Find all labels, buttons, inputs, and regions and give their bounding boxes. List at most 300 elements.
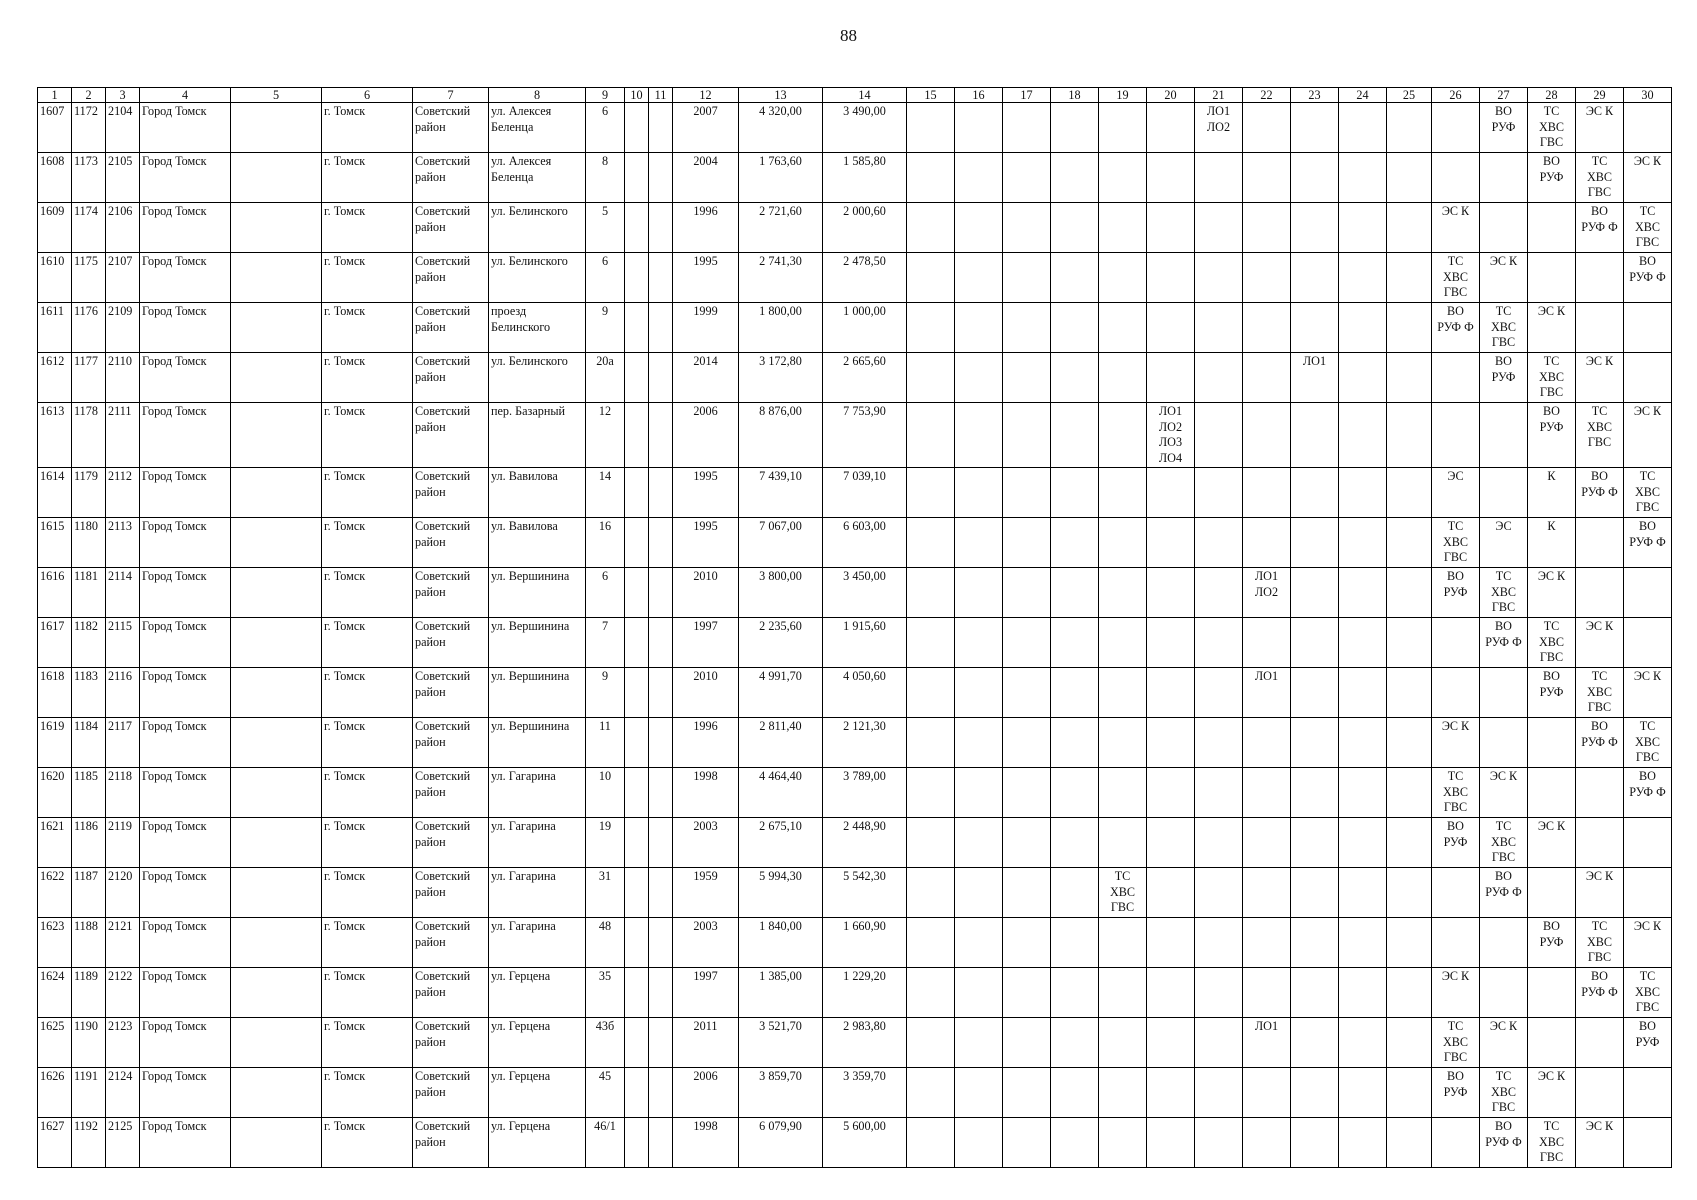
table-cell (649, 668, 673, 718)
table-cell: г. Томск (322, 103, 413, 153)
table-cell (1195, 668, 1243, 718)
table-cell (1099, 468, 1147, 518)
table-cell: ЭС К (1528, 1068, 1576, 1118)
table-cell (907, 1068, 955, 1118)
table-cell: ЭС К (1624, 153, 1672, 203)
table-cell (1339, 153, 1387, 203)
table-cell (649, 618, 673, 668)
table-cell (1003, 403, 1051, 468)
table-cell: ВО РУФ Ф (1480, 618, 1528, 668)
table-cell (1576, 568, 1624, 618)
table-cell: 1608 (38, 153, 72, 203)
table-cell: ул. Гагарина (489, 818, 586, 868)
table-cell (231, 618, 322, 668)
table-cell (625, 668, 649, 718)
table-cell (1051, 768, 1099, 818)
table-cell: Советский район (413, 203, 489, 253)
table-cell: Город Томск (140, 518, 231, 568)
table-cell: Город Томск (140, 818, 231, 868)
table-cell (231, 868, 322, 918)
table-cell: Город Томск (140, 1118, 231, 1168)
table-cell: 1618 (38, 668, 72, 718)
table-cell (649, 768, 673, 818)
table-cell (1099, 668, 1147, 718)
table-cell (1051, 918, 1099, 968)
table-cell: ТС ХВС ГВС (1528, 353, 1576, 403)
table-cell: ЛО1 (1243, 668, 1291, 718)
table-cell (1003, 718, 1051, 768)
table-cell (1339, 403, 1387, 468)
table-cell: 6 (586, 103, 625, 153)
table-cell (1432, 918, 1480, 968)
table-cell: Советский район (413, 1068, 489, 1118)
table-cell: 1612 (38, 353, 72, 403)
table-cell: г. Томск (322, 303, 413, 353)
table-row (38, 1018, 1672, 1068)
table-cell (649, 403, 673, 468)
table-cell: 1622 (38, 868, 72, 918)
table-cell (1387, 518, 1432, 568)
table-cell (1195, 818, 1243, 868)
table-cell (1624, 818, 1672, 868)
table-cell (1528, 968, 1576, 1018)
table-cell (649, 568, 673, 618)
table-cell (1291, 768, 1339, 818)
table-row (38, 768, 1672, 818)
table-cell: ВО РУФ Ф (1480, 1118, 1528, 1168)
table-row (38, 353, 1672, 403)
table-cell: ВО РУФ Ф (1432, 303, 1480, 353)
table-cell: ЭС К (1576, 1118, 1624, 1168)
table-cell: 8 (586, 153, 625, 203)
table-cell: 1621 (38, 818, 72, 868)
column-number-header: 22 (1243, 88, 1291, 103)
table-row (38, 668, 1672, 718)
column-number-header: 23 (1291, 88, 1339, 103)
table-cell (231, 1018, 322, 1068)
table-cell (1051, 818, 1099, 868)
table-cell (1147, 203, 1195, 253)
table-cell: Советский район (413, 918, 489, 968)
table-cell (625, 103, 649, 153)
table-cell (907, 818, 955, 868)
table-cell (1051, 718, 1099, 768)
table-cell (1291, 868, 1339, 918)
table-cell (1195, 768, 1243, 818)
table-cell: Советский район (413, 153, 489, 203)
table-cell (1195, 718, 1243, 768)
table-cell (1099, 518, 1147, 568)
table-cell: 7 (586, 618, 625, 668)
table-cell (1624, 568, 1672, 618)
column-number-header: 28 (1528, 88, 1576, 103)
table-cell (1195, 618, 1243, 668)
table-cell (907, 203, 955, 253)
table-cell: 1626 (38, 1068, 72, 1118)
table-cell (1243, 403, 1291, 468)
table-cell: 7 067,00 (739, 518, 823, 568)
table-cell: 4 050,60 (823, 668, 907, 718)
table-cell (1576, 1068, 1624, 1118)
table-cell: 48 (586, 918, 625, 968)
table-cell (1432, 403, 1480, 468)
table-cell (1339, 718, 1387, 768)
table-cell: Советский район (413, 568, 489, 618)
table-cell (1099, 103, 1147, 153)
table-cell (1576, 768, 1624, 818)
table-cell: ВО РУФ Ф (1480, 868, 1528, 918)
table-cell (1576, 818, 1624, 868)
table-cell: ул. Вавилова (489, 518, 586, 568)
table-cell (1339, 253, 1387, 303)
table-cell (1432, 668, 1480, 718)
table-cell: ТС ХВС ГВС (1624, 468, 1672, 518)
table-cell: 4 991,70 (739, 668, 823, 718)
table-cell: ВО РУФ Ф (1576, 203, 1624, 253)
table-cell (625, 968, 649, 1018)
table-cell (1339, 468, 1387, 518)
table-cell (1576, 1018, 1624, 1068)
table-cell (1291, 203, 1339, 253)
table-cell: ул. Гагарина (489, 768, 586, 818)
table-cell (955, 303, 1003, 353)
table-cell: Советский район (413, 518, 489, 568)
table-cell: ул. Алексея Беленца (489, 153, 586, 203)
table-cell (1624, 103, 1672, 153)
table-cell: проезд Белинского (489, 303, 586, 353)
table-cell (1243, 1118, 1291, 1168)
table-cell (955, 1018, 1003, 1068)
table-cell (231, 568, 322, 618)
table-cell: 11 (586, 718, 625, 768)
table-row (38, 568, 1672, 618)
table-cell: 3 521,70 (739, 1018, 823, 1068)
table-cell: 1185 (72, 768, 106, 818)
table-cell (1195, 1068, 1243, 1118)
table-cell (1291, 918, 1339, 968)
table-cell (231, 1068, 322, 1118)
table-cell: ТС ХВС ГВС (1432, 1018, 1480, 1068)
table-cell (1387, 1118, 1432, 1168)
table-cell (1099, 253, 1147, 303)
table-cell: 6 (586, 253, 625, 303)
table-cell: ТС ХВС ГВС (1099, 868, 1147, 918)
table-cell (1243, 353, 1291, 403)
table-cell (1195, 153, 1243, 203)
table-cell: ВО РУФ (1432, 818, 1480, 868)
table-cell (1624, 353, 1672, 403)
table-cell: г. Томск (322, 818, 413, 868)
table-cell: г. Томск (322, 1068, 413, 1118)
table-cell (1147, 1018, 1195, 1068)
table-cell (1147, 968, 1195, 1018)
table-cell: 4 464,40 (739, 768, 823, 818)
table-cell: ЭС К (1480, 768, 1528, 818)
table-cell (1387, 818, 1432, 868)
table-cell: 1 585,80 (823, 153, 907, 203)
table-cell: 2125 (106, 1118, 140, 1168)
table-row (38, 153, 1672, 203)
table-cell (955, 353, 1003, 403)
table-cell (1387, 618, 1432, 668)
table-cell (1243, 918, 1291, 968)
table-cell: 1 000,00 (823, 303, 907, 353)
table-cell: Советский район (413, 303, 489, 353)
table-cell (1480, 203, 1528, 253)
table-cell: 1174 (72, 203, 106, 253)
table-cell: 2118 (106, 768, 140, 818)
table-cell: Город Томск (140, 468, 231, 518)
table-cell: 20а (586, 353, 625, 403)
table-cell (649, 518, 673, 568)
table-cell (907, 668, 955, 718)
table-cell: 7 753,90 (823, 403, 907, 468)
table-cell: 4 320,00 (739, 103, 823, 153)
table-cell: Советский район (413, 403, 489, 468)
table-cell: 1176 (72, 303, 106, 353)
table-cell: ВО РУФ Ф (1624, 253, 1672, 303)
column-number-header: 19 (1099, 88, 1147, 103)
table-cell (1051, 968, 1099, 1018)
column-number-header: 29 (1576, 88, 1624, 103)
table-cell (1003, 303, 1051, 353)
table-cell: г. Томск (322, 568, 413, 618)
table-cell: г. Томск (322, 153, 413, 203)
table-cell (1291, 968, 1339, 1018)
table-cell (1003, 868, 1051, 918)
table-cell (1099, 618, 1147, 668)
table-cell: 1178 (72, 403, 106, 468)
table-cell (1243, 203, 1291, 253)
table-cell: 1609 (38, 203, 72, 253)
table-cell (907, 518, 955, 568)
table-cell (1003, 353, 1051, 403)
table-cell (1339, 768, 1387, 818)
table-cell: г. Томск (322, 1118, 413, 1168)
table-cell (1099, 718, 1147, 768)
table-cell: г. Томск (322, 718, 413, 768)
table-cell (955, 203, 1003, 253)
table-cell (1528, 768, 1576, 818)
table-cell: 2 448,90 (823, 818, 907, 868)
table-cell: 1177 (72, 353, 106, 403)
table-cell (1339, 1118, 1387, 1168)
table-cell (1003, 668, 1051, 718)
table-cell (1099, 1068, 1147, 1118)
table-cell (1051, 568, 1099, 618)
table-cell: ул. Белинского (489, 203, 586, 253)
table-cell (907, 468, 955, 518)
table-cell: ВО РУФ (1480, 103, 1528, 153)
table-cell: 1996 (673, 203, 739, 253)
table-cell (907, 103, 955, 153)
table-cell: Советский район (413, 968, 489, 1018)
table-cell (1003, 918, 1051, 968)
table-cell (231, 203, 322, 253)
table-cell (955, 818, 1003, 868)
table-cell: ТС ХВС ГВС (1432, 768, 1480, 818)
table-cell: 3 172,80 (739, 353, 823, 403)
table-cell (1147, 718, 1195, 768)
column-number-header: 24 (1339, 88, 1387, 103)
table-cell: 2006 (673, 403, 739, 468)
table-cell (1099, 353, 1147, 403)
table-cell: ул. Вавилова (489, 468, 586, 518)
table-cell: 1 915,60 (823, 618, 907, 668)
table-cell (1147, 1118, 1195, 1168)
table-cell: ТС ХВС ГВС (1528, 1118, 1576, 1168)
table-cell: ЭС К (1432, 968, 1480, 1018)
table-cell: 5 994,30 (739, 868, 823, 918)
table-cell: К (1528, 518, 1576, 568)
table-cell (1003, 768, 1051, 818)
table-cell: г. Томск (322, 353, 413, 403)
table-cell: 3 359,70 (823, 1068, 907, 1118)
table-cell: 1184 (72, 718, 106, 768)
table-cell: г. Томск (322, 668, 413, 718)
table-cell (1243, 618, 1291, 668)
table-cell: 2010 (673, 568, 739, 618)
table-cell (1432, 868, 1480, 918)
table-cell: г. Томск (322, 518, 413, 568)
table-cell: ТС ХВС ГВС (1624, 718, 1672, 768)
table-cell (1387, 203, 1432, 253)
table-cell: Советский район (413, 718, 489, 768)
table-cell: ЭС К (1432, 203, 1480, 253)
table-cell: 19 (586, 818, 625, 868)
table-cell: 2113 (106, 518, 140, 568)
table-cell (649, 253, 673, 303)
table-cell: Город Томск (140, 1018, 231, 1068)
table-cell (1147, 618, 1195, 668)
table-cell: Город Томск (140, 153, 231, 203)
table-cell (1051, 1068, 1099, 1118)
column-number-header: 25 (1387, 88, 1432, 103)
table-cell (1243, 868, 1291, 918)
table-cell: ул. Алексея Беленца (489, 103, 586, 153)
table-cell: ТС ХВС ГВС (1528, 103, 1576, 153)
table-cell (907, 303, 955, 353)
table-cell (1339, 103, 1387, 153)
table-cell (955, 103, 1003, 153)
table-cell (625, 718, 649, 768)
column-number-header: 20 (1147, 88, 1195, 103)
table-cell: ЭС К (1576, 868, 1624, 918)
table-cell (907, 253, 955, 303)
table-cell (1624, 303, 1672, 353)
table-cell: 1997 (673, 968, 739, 1018)
table-cell: ЛО1 (1291, 353, 1339, 403)
table-cell (1291, 668, 1339, 718)
table-cell (955, 618, 1003, 668)
table-cell (1003, 253, 1051, 303)
table-row (38, 203, 1672, 253)
table-cell (1099, 1118, 1147, 1168)
table-cell (231, 968, 322, 1018)
table-cell: 2 811,40 (739, 718, 823, 768)
table-cell (1339, 303, 1387, 353)
table-cell (1339, 568, 1387, 618)
table-cell: 2112 (106, 468, 140, 518)
column-number-header: 18 (1051, 88, 1099, 103)
table-cell (1480, 468, 1528, 518)
column-number-header: 2 (72, 88, 106, 103)
table-cell: 2106 (106, 203, 140, 253)
table-cell (1432, 618, 1480, 668)
table-cell: ВО РУФ (1528, 153, 1576, 203)
table-cell (907, 718, 955, 768)
table-cell: ул. Гагарина (489, 868, 586, 918)
table-cell: 1 800,00 (739, 303, 823, 353)
column-number-header: 16 (955, 88, 1003, 103)
table-row (38, 518, 1672, 568)
table-cell: 1627 (38, 1118, 72, 1168)
table-cell (955, 568, 1003, 618)
table-cell (625, 768, 649, 818)
table-cell: г. Томск (322, 768, 413, 818)
table-cell: 2104 (106, 103, 140, 153)
table-cell: 2117 (106, 718, 140, 768)
table-cell (1339, 518, 1387, 568)
table-cell (231, 403, 322, 468)
table-cell (231, 718, 322, 768)
table-cell (625, 868, 649, 918)
table-cell: ТС ХВС ГВС (1576, 403, 1624, 468)
table-cell: 1623 (38, 918, 72, 968)
table-cell (1051, 668, 1099, 718)
table-cell: ТС ХВС ГВС (1432, 518, 1480, 568)
table-cell: Город Томск (140, 568, 231, 618)
table-cell (231, 103, 322, 153)
table-cell (625, 818, 649, 868)
table-cell: Город Томск (140, 868, 231, 918)
table-cell (1147, 303, 1195, 353)
table-cell (907, 618, 955, 668)
table-cell: ЭС К (1432, 718, 1480, 768)
table-cell (1291, 468, 1339, 518)
table-cell: ул. Гагарина (489, 918, 586, 968)
table-cell (1099, 153, 1147, 203)
column-number-header-row (38, 88, 1672, 103)
table-cell (1480, 668, 1528, 718)
table-cell (231, 253, 322, 303)
table-cell (1624, 868, 1672, 918)
table-cell: 2120 (106, 868, 140, 918)
table-cell: 1617 (38, 618, 72, 668)
table-cell (1339, 618, 1387, 668)
register-table (37, 87, 1672, 1168)
table-cell: г. Томск (322, 868, 413, 918)
table-cell: 1188 (72, 918, 106, 968)
table-cell (1387, 468, 1432, 518)
table-cell: 3 450,00 (823, 568, 907, 618)
table-cell: 1173 (72, 153, 106, 203)
table-cell: 1959 (673, 868, 739, 918)
table-cell: ВО РУФ Ф (1576, 468, 1624, 518)
table-cell (1387, 253, 1432, 303)
table-cell (955, 868, 1003, 918)
table-cell: 1620 (38, 768, 72, 818)
table-cell (1195, 568, 1243, 618)
table-cell: ТС ХВС ГВС (1528, 618, 1576, 668)
table-cell: 1610 (38, 253, 72, 303)
table-cell: 2 478,50 (823, 253, 907, 303)
table-cell: 31 (586, 868, 625, 918)
table-cell: 2119 (106, 818, 140, 868)
table-cell (1099, 403, 1147, 468)
table-cell: 6 (586, 568, 625, 618)
table-row (38, 403, 1672, 468)
